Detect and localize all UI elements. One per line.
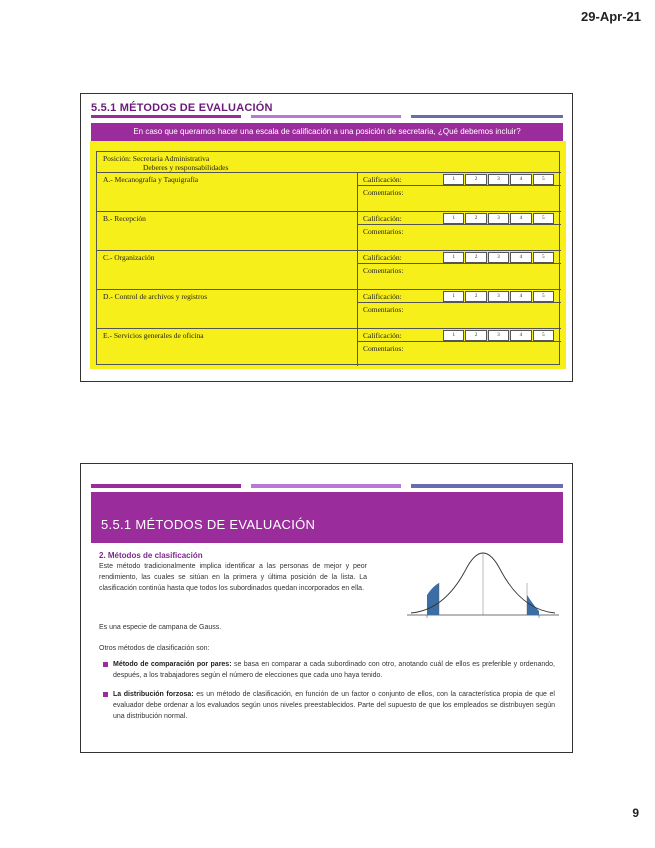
question-banner: En caso que queramos hacer una escala de calificación a una posición de secretaria, ¿Qué debemos incluir? <box>91 123 563 141</box>
score-row <box>443 252 555 263</box>
slide-2-header <box>91 492 563 543</box>
item-text: se basa en comparar a cada subordinado con otro, anotando cuál de ellos es preferible y ordenando, después, a los trabajadores según el número de elecciones que cada uno haya tenido. <box>113 661 555 679</box>
score-box[interactable]: 4 <box>510 174 531 185</box>
score-box[interactable]: 4 <box>510 252 531 263</box>
gauss-bell-curve <box>403 549 563 631</box>
bar-lavender <box>251 484 401 488</box>
methods-list <box>103 659 555 730</box>
rating-form-table <box>96 151 560 365</box>
divider <box>357 185 561 186</box>
section-a-label: A.- Mecanografía y Taquigrafía <box>103 175 199 184</box>
item-term: Método de comparación por pares: <box>113 661 232 668</box>
score-row <box>443 330 555 341</box>
score-box[interactable]: 3 <box>488 252 509 263</box>
item-term: La distribución forzosa: <box>113 691 194 698</box>
divider <box>97 172 561 173</box>
score-box[interactable]: 3 <box>488 330 509 341</box>
section-d-label: D.- Control de archivos y registros <box>103 292 208 301</box>
right-tail-shade <box>527 595 539 615</box>
score-box[interactable]: 1 <box>443 252 464 263</box>
score-row <box>443 291 555 302</box>
rating-form <box>90 141 566 369</box>
bar-slate <box>411 484 563 488</box>
bar-purple <box>91 115 241 118</box>
divider <box>357 172 358 366</box>
rating-label: Calificación: <box>363 175 402 184</box>
slide-2-title: 5.5.1 MÉTODOS DE EVALUACIÓN <box>101 517 316 532</box>
bar-lavender <box>251 115 401 118</box>
score-box[interactable]: 5 <box>533 213 554 224</box>
comments-label: Comentarios: <box>363 188 404 197</box>
bar-purple <box>91 484 241 488</box>
section-c-label: C.- Organización <box>103 253 155 262</box>
score-box[interactable]: 5 <box>533 291 554 302</box>
score-box[interactable]: 4 <box>510 330 531 341</box>
score-box[interactable]: 2 <box>465 213 486 224</box>
section-b-label: B.- Recepción <box>103 214 146 223</box>
score-box[interactable]: 2 <box>465 330 486 341</box>
score-row <box>443 213 555 224</box>
divider <box>97 250 561 251</box>
score-box[interactable]: 3 <box>488 291 509 302</box>
score-box[interactable]: 2 <box>465 291 486 302</box>
list-item <box>103 689 555 722</box>
page-date: 29-Apr-21 <box>581 9 641 24</box>
list-item <box>103 659 555 681</box>
divider <box>97 328 561 329</box>
score-box[interactable]: 3 <box>488 213 509 224</box>
slide-1-title: 5.5.1 MÉTODOS DE EVALUACIÓN <box>91 102 273 114</box>
score-box[interactable]: 5 <box>533 174 554 185</box>
section-paragraph: Este método tradicionalmente implica identificar a las personas de mejor y peor rendimiento, las cuales se sitúan en la primera y última posición de la lista. La clasificación continúa hasta que todos los subordinados quedan incorporados en ella. <box>99 563 367 592</box>
score-box[interactable]: 4 <box>510 291 531 302</box>
form-heading <box>103 154 228 172</box>
form-position: Posición: Secretaria Administrativa <box>103 154 210 163</box>
divider <box>357 341 561 342</box>
score-box[interactable]: 2 <box>465 252 486 263</box>
divider <box>97 289 561 290</box>
divider <box>357 224 561 225</box>
divider <box>357 302 561 303</box>
score-row <box>443 174 555 185</box>
comments-label: Comentarios: <box>363 305 404 314</box>
rating-label: Calificación: <box>363 331 402 340</box>
section-e-label: E.- Servicios generales de oficina <box>103 331 204 340</box>
item-text: es un método de clasificación, en función de un factor o conjunto de ellos, con la característica propia de que el evaluador debe ordenar a los evaluados según unos niveles preestablecidos. Parte del supuesto de que los empleados se distribuyen según una distribución normal. <box>113 691 555 720</box>
gauss-note: Es una especie de campana de Gauss. <box>99 624 222 631</box>
decorative-bars <box>91 484 563 488</box>
score-box[interactable]: 5 <box>533 330 554 341</box>
page-number: 9 <box>632 806 639 820</box>
rating-label: Calificación: <box>363 292 402 301</box>
comments-label: Comentarios: <box>363 227 404 236</box>
score-box[interactable]: 1 <box>443 330 464 341</box>
score-box[interactable]: 3 <box>488 174 509 185</box>
decorative-bars <box>91 115 563 118</box>
score-box[interactable]: 5 <box>533 252 554 263</box>
score-box[interactable]: 4 <box>510 213 531 224</box>
comments-label: Comentarios: <box>363 344 404 353</box>
rating-label: Calificación: <box>363 253 402 262</box>
rating-label: Calificación: <box>363 214 402 223</box>
divider <box>357 263 561 264</box>
bullet-icon <box>103 692 108 697</box>
score-box[interactable]: 1 <box>443 213 464 224</box>
section-subtitle: 2. Métodos de clasificación <box>99 551 203 560</box>
others-intro: Otros métodos de clasificación son: <box>99 645 210 652</box>
bullet-icon <box>103 662 108 667</box>
form-duties: Deberes y responsabilidades <box>143 163 229 172</box>
score-box[interactable]: 2 <box>465 174 486 185</box>
left-tail-shade <box>427 583 439 615</box>
bar-slate <box>411 115 563 118</box>
score-box[interactable]: 1 <box>443 291 464 302</box>
score-box[interactable]: 1 <box>443 174 464 185</box>
divider <box>97 211 561 212</box>
slide-2 <box>80 463 573 753</box>
comments-label: Comentarios: <box>363 266 404 275</box>
slide-1 <box>80 93 573 382</box>
